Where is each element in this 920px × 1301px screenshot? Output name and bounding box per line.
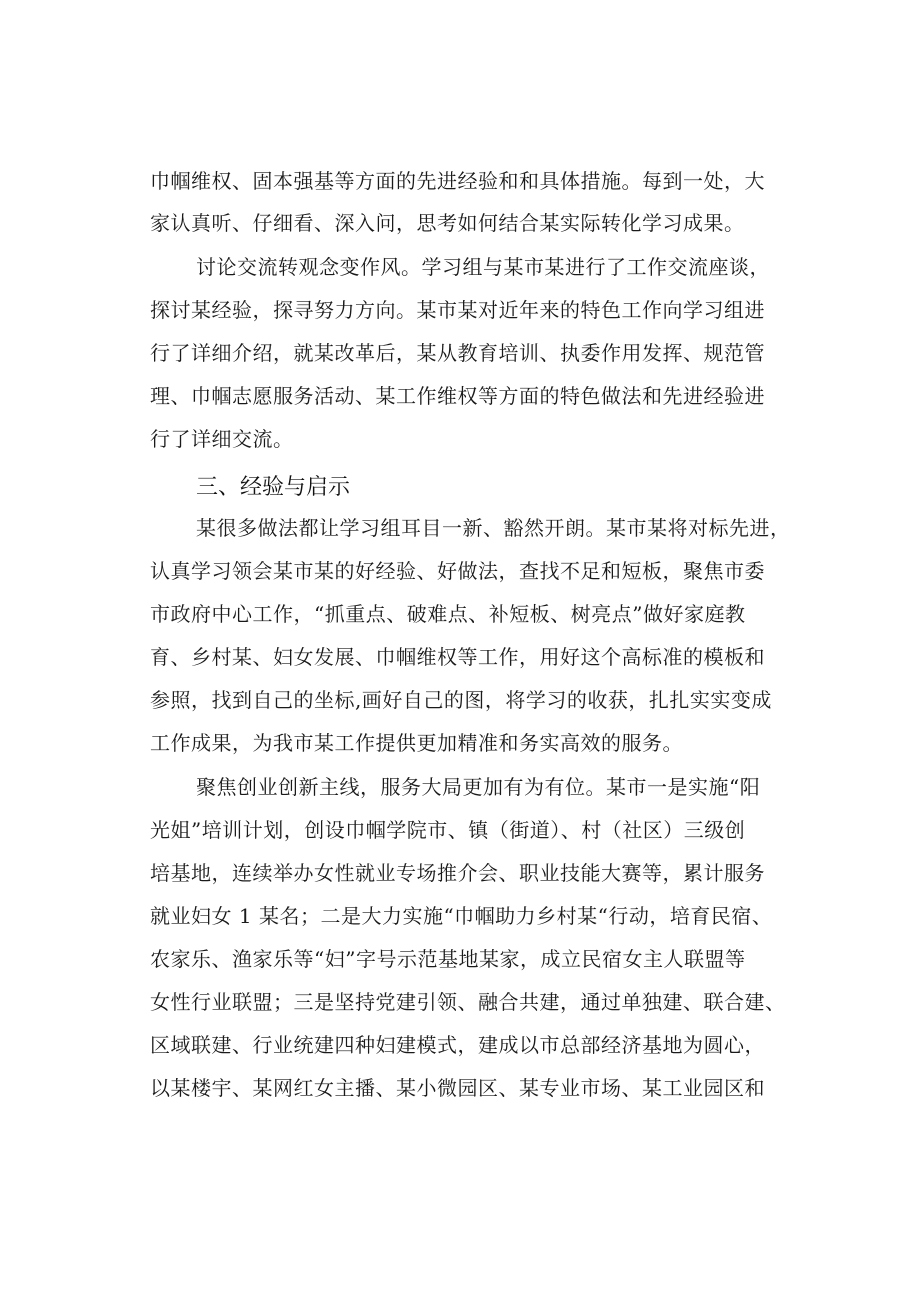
text-line: 农家乐、渔家乐等“妇”字号示范基地某家，成立民宿女主人联盟等 xyxy=(150,947,746,971)
text-line: 培基地，连续举办女性就业专场推介会、职业技能大赛等，累计服务 xyxy=(150,861,765,885)
text-line: 就业妇女 1 某名；二是大力实施“巾帼助力乡村某“行动，培育民宿、 xyxy=(150,904,773,928)
text-line: 家认真听、仔细看、深入问，思考如何结合某实际转化学习成果。 xyxy=(150,211,745,235)
text-line: 参照，找到自己的坐标,画好自己的图，将学习的收获，扎扎实实变成 xyxy=(150,688,772,712)
text-line: 女性行业联盟；三是坚持党建引领、融合共建，通过单独建、联合建、 xyxy=(150,990,786,1014)
text-line: 讨论交流转观念变作风。学习组与某市某进行了工作交流座谈， xyxy=(196,255,770,279)
text-line: 巾帼维权、固本强基等方面的先进经验和和具体措施。每到一处，大 xyxy=(150,169,765,193)
text-line: 聚焦创业创新主线，服务大局更加有为有位。某市一是实施“阳 xyxy=(196,775,761,799)
text-line: 光姐”培训计划，创设巾帼学院市、镇（街道）、村（社区）三级创 xyxy=(150,818,746,842)
text-line: 行了详细介绍，就某改革后，某从教育培训、执委作用发挥、规范管 xyxy=(150,341,765,365)
text-line: 育、乡村某、妇女发展、巾帼维权等工作，用好这个高标准的模板和 xyxy=(150,645,765,669)
text-line: 行了详细交流。 xyxy=(150,427,294,451)
text-line: 探讨某经验，探寻努力方向。某市某对近年来的特色工作向学习组进 xyxy=(150,298,765,322)
text-line: 以某楼宇、某网红女主播、某小微园区、某专业市场、某工业园区和 xyxy=(150,1076,765,1100)
text-line: 认真学习领会某市某的好经验、好做法，查找不足和短板，聚焦市委 xyxy=(150,559,765,583)
section-heading: 三、经验与启示 xyxy=(196,475,351,500)
text-line: 理、巾帼志愿服务活动、某工作维权等方面的特色做法和先进经验进 xyxy=(150,384,765,408)
text-line: 市政府中心工作，“抓重点、破难点、补短板、树亮点”做好家庭教 xyxy=(150,602,746,626)
text-line: 某很多做法都让学习组耳目一新、豁然开朗。某市某将对标先进， xyxy=(196,516,791,540)
text-line: 区域联建、行业统建四种妇建模式，建成以市总部经济基地为圆心， xyxy=(150,1033,765,1057)
text-line: 工作成果，为我市某工作提供更加精准和务实高效的服务。 xyxy=(150,731,683,755)
